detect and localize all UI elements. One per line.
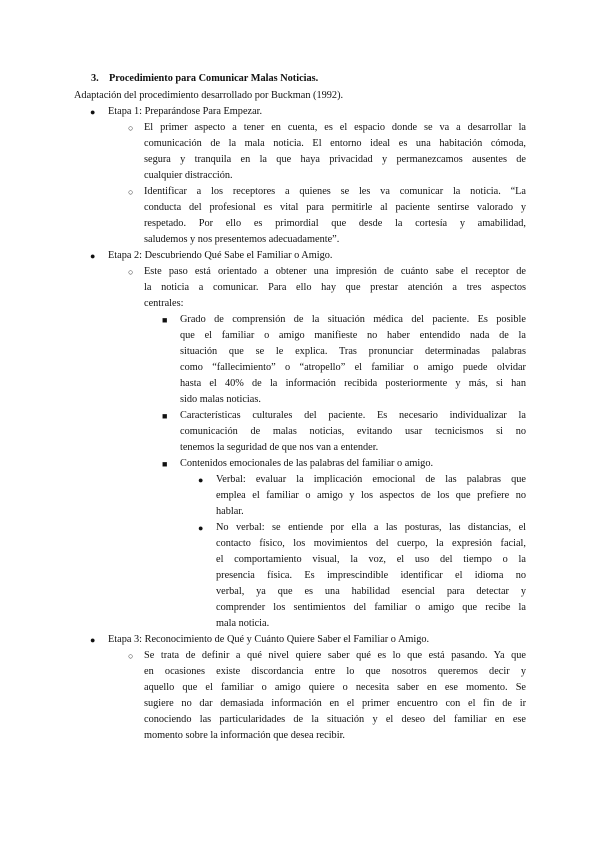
stage2-p1-line: Este paso está orientado a obtener una impresión de cuánto sabe el receptor de xyxy=(144,266,526,277)
stage2-v1-line: emplea el familiar o amigo y los aspectos de los que prefiere no xyxy=(216,490,526,501)
stage2-v1-line: hablar. xyxy=(216,506,244,517)
stage1-p1-line: El primer aspecto a tener en cuenta, es el espacio donde se va a desarrollar la xyxy=(144,122,526,133)
square-bullet-icon: ■ xyxy=(162,315,168,325)
stage3-p1-line: sugiere no dar demasiada información en el primer encuentro con el fin de ir xyxy=(144,698,526,709)
stage2-p1-line: la noticia a comunicar. Para ello hay que prestar atención a tres aspectos xyxy=(144,282,526,293)
stage3-p1-line: Se trata de definir a qué nivel quiere saber qué es lo que está pasando. Ya que xyxy=(144,650,526,661)
stage2-p1-line: centrales: xyxy=(144,298,184,309)
disc-bullet-icon: ● xyxy=(198,523,204,533)
stage1-p2-line: saludemos y nos presentemos adecuadamente”. xyxy=(144,234,340,245)
stage1-p1-line: segura y tranquila en la que haya privacidad y permanezcamos ausentes de xyxy=(144,154,526,165)
disc-bullet-icon: ● xyxy=(198,475,204,485)
section-title: Procedimiento para Comunicar Malas Noticias. xyxy=(109,73,319,84)
square-bullet-icon: ■ xyxy=(162,459,168,469)
stage2-a1-line: sido malas noticias. xyxy=(180,394,261,405)
disc-bullet-icon: ● xyxy=(90,635,96,645)
stage2-a1-line: situación que se le explica. Tras pronunciar determinadas palabras xyxy=(180,346,526,357)
stage2-a1-line: que el familiar o amigo manifieste no haber entendido nada de la xyxy=(180,330,526,341)
stage3-p1-line: aquello que el familiar o amigo quiere o necesita saber en ese momento. Se xyxy=(144,682,526,693)
stage2-title: Etapa 2: Descubriendo Qué Sabe el Familiar o Amigo. xyxy=(108,250,333,261)
stage2-v2-line: mala noticia. xyxy=(216,618,270,629)
stage2-a1-line: como “fallecimiento” o “atropello” el familiar o amigo puede olvidar xyxy=(180,362,526,373)
disc-bullet-icon: ● xyxy=(90,107,96,117)
stage3-p1-line: conociendo las particularidades de la situación y el deseo del familiar en ese xyxy=(144,714,526,725)
circle-bullet-icon: ○ xyxy=(128,187,134,197)
stage2-a3-line: Contenidos emocionales de las palabras del familiar o amigo. xyxy=(180,458,434,469)
stage1-title: Etapa 1: Preparándose Para Empezar. xyxy=(108,106,263,117)
stage3-p1-line: en ocasiones existe discordancia entre lo que nosotros queremos decir y xyxy=(144,666,526,677)
stage1-p1-line: cualquier distracción. xyxy=(144,170,233,181)
stage1-p1-line: comunicación de la mala noticia. El entorno ideal es una habitación cómoda, xyxy=(144,138,526,149)
stage2-v2-line: el comportamiento visual, la voz, el uso del tiempo o la xyxy=(216,554,526,565)
stage2-a1-line: Grado de comprensión de la situación médica del paciente. Es posible xyxy=(180,314,526,325)
stage2-v1-line: Verbal: evaluar la implicación emocional de las palabras que xyxy=(216,474,526,485)
circle-bullet-icon: ○ xyxy=(128,123,134,133)
stage2-v2-line: No verbal: se entiende por ella a las posturas, las distancias, el xyxy=(216,522,526,533)
stage3-p1-line: momento sobre la información que desea recibir. xyxy=(144,730,346,741)
stage2-a2-line: tenemos la seguridad de que nos van a entender. xyxy=(180,442,379,453)
stage1-p2-line: respetado. Por ello es primordial que desde la cortesía y amabilidad, xyxy=(144,218,526,229)
stage3-title: Etapa 3: Reconocimiento de Qué y Cuánto Quiere Saber el Familiar o Amigo. xyxy=(108,634,430,645)
stage1-p2-line: Identificar a los receptores a quienes se les va comunicar la noticia. “La xyxy=(144,186,526,197)
stage1-p2-line: conducta del profesional es vital para permitirle al paciente sentirse valorado y xyxy=(144,202,526,213)
stage2-v2-line: presencia física. Es imprescindible identificar el idioma no xyxy=(216,570,526,581)
disc-bullet-icon: ● xyxy=(90,251,96,261)
circle-bullet-icon: ○ xyxy=(128,267,134,277)
stage2-a2-line: comunicación de malas noticias, evitando usar tecnicismos si no xyxy=(180,426,526,437)
section-subtitle: Adaptación del procedimiento desarrollado por Buckman (1992). xyxy=(74,90,344,101)
stage2-a1-line: hasta el 40% de la información recibida posteriormente y más, si han xyxy=(180,378,526,389)
stage2-v2-line: comprender los sentimientos del familiar o amigo que recibe la xyxy=(216,602,526,613)
stage2-v2-line: verbal, ya que es una habilidad esencial para detectar y xyxy=(216,586,526,597)
section-number: 3. xyxy=(91,73,99,84)
stage2-a2-line: Características culturales del paciente. Es necesario individualizar la xyxy=(180,410,526,421)
circle-bullet-icon: ○ xyxy=(128,651,134,661)
stage2-v2-line: contacto físico, los movimientos del cuerpo, la expresión facial, xyxy=(216,538,526,549)
square-bullet-icon: ■ xyxy=(162,411,168,421)
